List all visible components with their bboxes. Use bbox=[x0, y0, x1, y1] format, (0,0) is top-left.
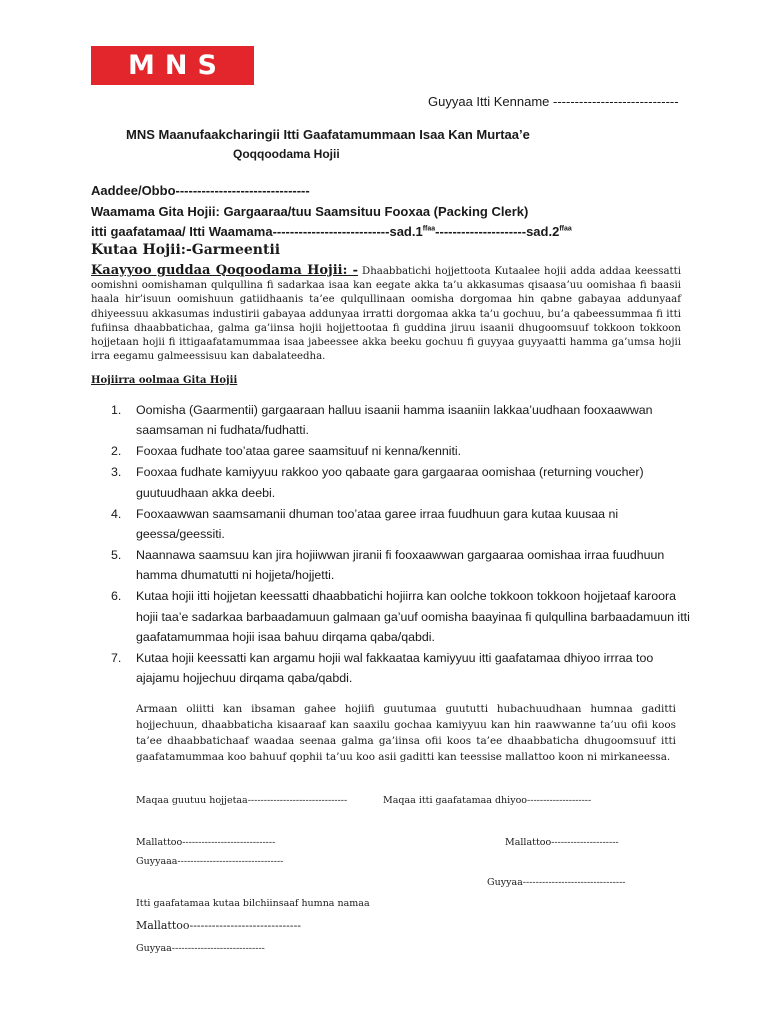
job-purpose-text: Dhaabbatichi hojjettoota Kutaalee hojii adda addaa keessatti oomishni oomishaman qulqullina fi sadarkaa isaa kan eegate akka ta’u akkasumas qisaasa’uu oomishaa fi baasii haala hir’isuun oomishuun gatiidhaanis ta’ee qulqullinaan oomisha dorgomaa hin qabne gabayaa addunyaaf dhiyeessuu akkasumas industirii gabayaa addunyaa irratti dorgomaa akka ta’u gochuu, bu’a qabeessummaa fi itti fufiinsa dhaabbatichaa, galma ga’iinsa hojii hojjettootaa fi guddina jiruu isaanii dhugoomsuuf tokkoon tokkoon hojjetaan hojii fi ittigaafatamummaa isaa jabeessee akka beeku gochuu fi guyyaa guyyaatti hamma ga’umsa hojii irra eegamu galmeessisuu kan dabalateedha. bbox=[91, 266, 681, 363]
supervisor-prefix: itti gaafatamaa/ Itti Waamama---------------------------sad.1 bbox=[91, 224, 423, 239]
supervisor-sup-2: ffaa bbox=[559, 225, 572, 233]
duty-item bbox=[91, 545, 691, 586]
commitment-paragraph: Armaan oliitti kan ibsaman gahee hojiifi guutumaa guututti hubachuudhaan humnaa gaditti hojjechuun, dhaabbaticha kisaaraaf kan saaxilu gochaa kamiyyuu kan hin raawwanne ta’uu ofii koos ta’ee dhaabbatichaaf waadaa seenaa galma ga’iinsa ofii koos ta’ee dhaabbaticha dhugoomsuuf itti gaafatamummaa koo bahuuf qophii ta’uu koo asii gaditti kan teessise mallattoo koon ni mirkaneessa. bbox=[136, 703, 676, 763]
document-title: MNS Maanufaakcharingii Itti Gaafatamummaan Isaa Kan Murtaa’e bbox=[126, 127, 530, 142]
issue-date-line: Guyyaa Itti Kenname ----------------------------- bbox=[428, 94, 679, 109]
duty-number: 4. bbox=[111, 506, 122, 521]
job-purpose-paragraph bbox=[91, 264, 681, 364]
hr-signature-field: Mallattoo------------------------------ bbox=[136, 919, 302, 932]
duty-item bbox=[91, 586, 691, 647]
duty-text: Fooxaawwan saamsamanii dhuman too’ataa garee irraa fuudhuun gara kutaa kuusaa ni geessa/geessiti. bbox=[136, 506, 619, 541]
logo-text: MNS bbox=[128, 50, 227, 81]
supervisor-date-field: Guyyaa-------------------------------- bbox=[487, 877, 626, 888]
job-purpose-heading: Kaayyoo guddaa Qoqoodama Hojii: - bbox=[91, 263, 359, 278]
supervisor-name-field: Maqaa itti gaafatamaa dhiyoo-------------------- bbox=[383, 795, 592, 806]
supervisor-mid: ---------------------sad.2 bbox=[435, 224, 560, 239]
hr-date-field: Guyyaa----------------------------- bbox=[136, 943, 265, 954]
duty-text: Kutaa hojii keessatti kan argamu hojii wal fakkaataa kamiyyuu itti gaafatamaa dhiyoo irrraa too ajajamu hojjechuu dirqama qaba/qabdi. bbox=[136, 650, 654, 686]
duty-number: 6. bbox=[111, 589, 122, 604]
duty-item bbox=[91, 648, 691, 689]
document-subtitle: Qoqqoodama Hojii bbox=[233, 147, 340, 161]
duty-text: Fooxaa fudhate kamiyyuu rakkoo yoo qabaate gara gargaaraa oomishaa (returning voucher) guutuudhaan akka deebi. bbox=[136, 465, 644, 500]
duties-list bbox=[91, 400, 691, 689]
hr-manager-label: Itti gaafatamaa kutaa bilchiinsaaf humna namaa bbox=[136, 898, 370, 909]
employee-signature-field: Mallattoo----------------------------- bbox=[136, 837, 276, 848]
duty-item bbox=[91, 462, 691, 503]
job-title-line: Waamama Gita Hojii: Gargaaraa/tuu Saamsituu Fooxaa (Packing Clerk) bbox=[91, 204, 529, 219]
supervisor-signature-field: Mallattoo--------------------- bbox=[505, 837, 619, 848]
duty-number: 3. bbox=[111, 465, 122, 480]
duties-heading: Hojiirra oolmaa Gita Hojii bbox=[91, 375, 238, 386]
duty-number: 2. bbox=[111, 444, 122, 459]
employee-name-line: Aaddee/Obbo------------------------------- bbox=[91, 183, 310, 198]
employee-name-field: Maqaa guutuu hojjetaa------------------------------- bbox=[136, 795, 348, 806]
duty-text: Oomisha (Gaarmentii) gargaaraan halluu isaanii hamma isaaniin lakkaa’uudhaan fooxaawwan saamsaman ni fudhata/fudhatti. bbox=[136, 403, 653, 438]
supervisor-line bbox=[91, 224, 572, 239]
duty-text: Naannawa saamsuu kan jira hojiiwwan jiranii fi fooxaawwan gargaaraa oomishaa irraa fuudhuun hamma dhumatutti ni hojjeta/hojjetti. bbox=[136, 547, 665, 583]
duty-text: Fooxaa fudhate too’ataa garee saamsituuf ni kenna/kenniti. bbox=[136, 444, 462, 459]
duty-item bbox=[91, 441, 691, 461]
mns-logo bbox=[91, 46, 254, 85]
duty-item bbox=[91, 504, 691, 545]
duty-item bbox=[91, 400, 691, 441]
employee-date-field: Guyyaaa--------------------------------- bbox=[136, 856, 284, 867]
duty-number: 7. bbox=[111, 650, 122, 665]
duty-number: 1. bbox=[111, 403, 122, 417]
supervisor-sup-1: ffaa bbox=[422, 225, 436, 233]
duty-number: 5. bbox=[111, 547, 122, 562]
department-line: Kutaa Hojii:-Garmeentii bbox=[91, 242, 281, 258]
duty-text: Kutaa hojii itti hojjetan keessatti dhaabbatichi hojiirra kan oolche tokkoon tokkoon hojjetaaf karoora hojii taa’e sadarkaa barbaadamuun galmaan ga’uuf oomisha baayinaa fi qulqullina barbaadamuun itti gaafatamummaa hojii isaa bahuu dirqama qaba/qabdi. bbox=[136, 589, 690, 644]
